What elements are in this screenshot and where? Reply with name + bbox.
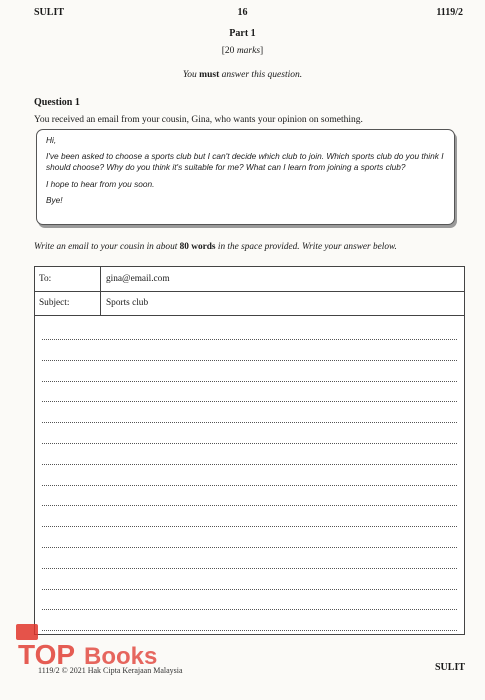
question-text: You received an email from your cousin, Gina, who wants your opinion on something. [34, 115, 363, 125]
to-label: To: [35, 267, 101, 291]
instr-pre: You [182, 70, 200, 80]
email-body: I've been asked to choose a sports club but I can't decide which club to join. Which sports club do you think I should choose? Why do you think it's suitable for me? What can I learn from joining a sports club? [46, 151, 444, 172]
answer-lines[interactable] [35, 315, 464, 634]
answer-line [42, 401, 457, 402]
part-instruction [0, 70, 485, 80]
footer-sulit: SULIT [434, 662, 465, 673]
answer-line [42, 464, 457, 465]
watermark-top: TOP [18, 639, 76, 670]
watermark-books: Books [84, 643, 158, 670]
instr-post: answer this question. [219, 70, 303, 80]
subject-label: Subject: [35, 291, 101, 315]
write-post: in the space provided. Write your answer below. [215, 242, 397, 252]
answer-line [42, 568, 457, 569]
answer-line [42, 589, 457, 590]
email-closing: I hope to hear from you soon. [46, 179, 155, 189]
instr-bold: must [199, 70, 220, 80]
answer-line [42, 381, 457, 382]
answer-line [42, 443, 457, 444]
watermark-block [16, 624, 38, 640]
answer-line [42, 609, 457, 610]
writing-instruction [34, 242, 397, 252]
page-number: 16 [237, 7, 248, 18]
copyright-footer: 1119/2 © 2021 Hak Cipta Kerajaan Malaysia [38, 666, 183, 675]
answer-line [42, 422, 457, 423]
write-pre: Write an email to your cousin in about [34, 242, 180, 252]
part-title: Part 1 [229, 28, 256, 39]
answer-line [42, 526, 457, 527]
answer-line [42, 485, 457, 486]
marks-close: ] [260, 46, 264, 56]
subject-row [35, 291, 464, 316]
marks-word: marks [236, 46, 261, 56]
marks-label [0, 46, 485, 56]
write-bold: 80 words [179, 242, 216, 252]
to-value: gina@email.com [106, 274, 170, 284]
to-row [35, 267, 464, 292]
email-message-box [36, 129, 455, 225]
marks-open: [20 [221, 46, 237, 56]
answer-table [34, 266, 465, 635]
header-left: SULIT [34, 7, 65, 18]
email-greeting: Hi, [46, 135, 57, 145]
paper-code: 1119/2 [436, 7, 463, 18]
answer-line [42, 339, 457, 340]
answer-line [42, 547, 457, 548]
question-title: Question 1 [34, 97, 80, 108]
email-signoff: Bye! [46, 195, 63, 205]
answer-line [42, 505, 457, 506]
answer-line [42, 360, 457, 361]
subject-value: Sports club [106, 298, 149, 308]
